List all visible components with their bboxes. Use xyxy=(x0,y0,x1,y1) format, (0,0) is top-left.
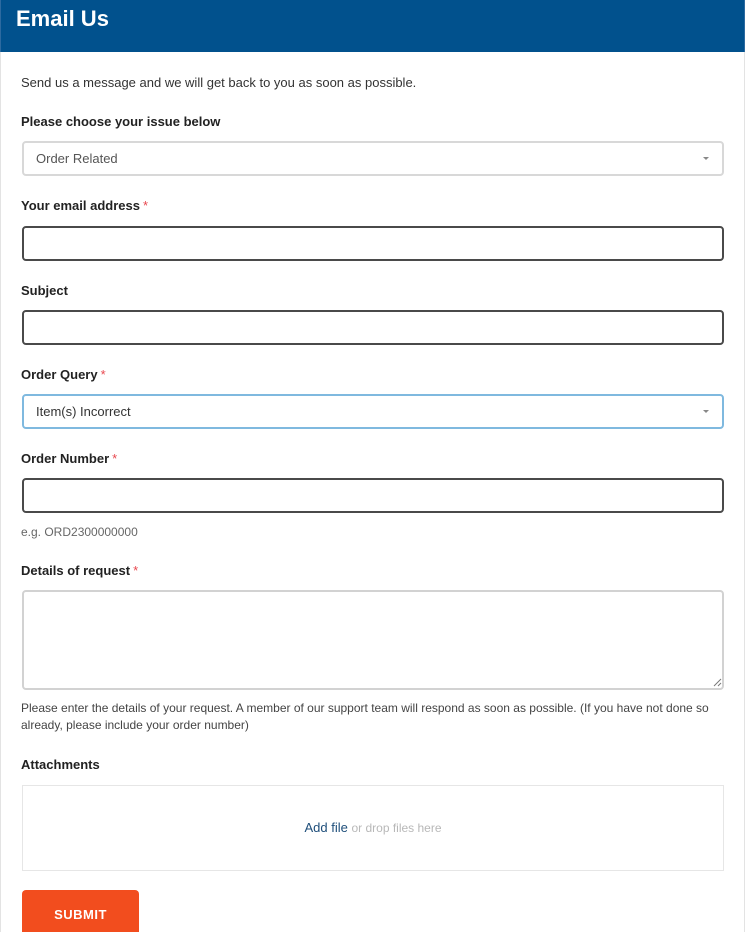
chevron-down-icon xyxy=(703,410,709,413)
page-title: Email Us xyxy=(16,6,109,31)
order-number-hint: e.g. ORD2300000000 xyxy=(21,525,138,539)
add-file-link[interactable]: Add file xyxy=(304,820,348,835)
details-label-text: Details of request xyxy=(21,563,131,578)
order-query-label-text: Order Query xyxy=(21,367,98,382)
drop-files-text: or drop files here xyxy=(351,821,442,835)
dropzone-text xyxy=(23,820,723,835)
issue-select[interactable] xyxy=(22,141,724,176)
details-label xyxy=(21,563,138,578)
issue-label xyxy=(21,114,220,129)
required-mark: * xyxy=(133,563,139,578)
order-number-field[interactable] xyxy=(22,478,724,513)
email-form xyxy=(0,52,745,932)
submit-button[interactable]: SUBMIT xyxy=(22,890,139,932)
issue-label-text: Please choose your issue below xyxy=(21,114,221,129)
attachments-label-text: Attachments xyxy=(21,757,100,772)
required-mark: * xyxy=(142,198,149,213)
chevron-down-icon xyxy=(703,157,709,160)
order-number-label xyxy=(21,451,117,466)
email-label-text: Your email address xyxy=(21,198,140,213)
subject-field[interactable] xyxy=(22,310,724,345)
order-query-select-value: Item(s) Incorrect xyxy=(36,404,131,419)
required-mark: * xyxy=(100,367,106,382)
details-help-text: Please enter the details of your request. A member of our support team will respond as soon as possible. (If you have not done so already, please include your order number) xyxy=(21,701,709,732)
order-query-select[interactable] xyxy=(22,394,724,429)
email-label xyxy=(21,198,148,213)
page-header xyxy=(0,0,745,52)
email-field[interactable] xyxy=(22,226,724,261)
required-mark: * xyxy=(112,451,118,466)
issue-select-value: Order Related xyxy=(36,151,118,166)
subject-label-text: Subject xyxy=(21,283,68,298)
order-number-label-text: Order Number xyxy=(21,451,110,466)
attachments-dropzone[interactable] xyxy=(22,785,724,871)
attachments-label xyxy=(21,757,100,772)
details-textarea[interactable] xyxy=(22,590,724,690)
order-query-label xyxy=(21,367,106,382)
subject-label xyxy=(21,283,68,298)
resize-handle-icon[interactable] xyxy=(712,677,722,687)
intro-text: Send us a message and we will get back to you as soon as possible. xyxy=(21,75,417,90)
